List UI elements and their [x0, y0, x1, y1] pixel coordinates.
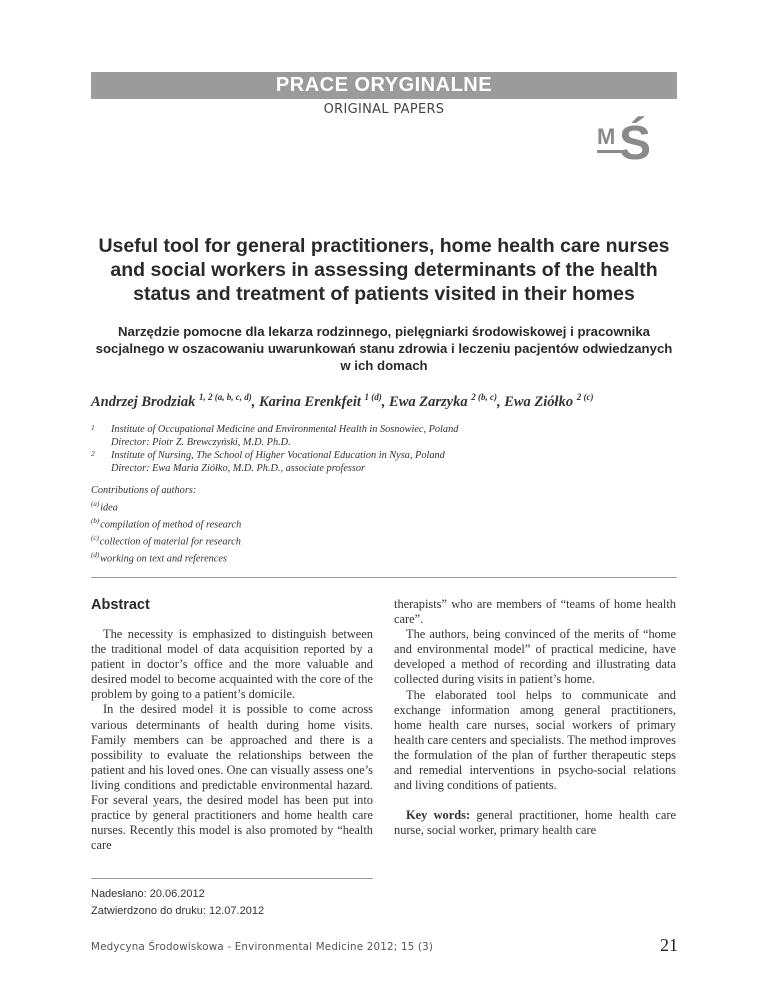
author-affiliation-marks: 1 (d): [364, 392, 382, 402]
keywords: [394, 808, 676, 838]
affiliation-institution: Institute of Nursing, The School of Higher Vocational Education in Nysa, Poland: [111, 450, 445, 461]
submission-dates: [91, 886, 264, 920]
author-name: Ewa Zarzyka: [389, 393, 468, 410]
section-title-en: ORIGINAL PAPERS: [323, 102, 445, 117]
abstract-column-right: [394, 597, 676, 838]
footnote-divider: [91, 878, 373, 879]
author-name: Andrzej Brodziak: [91, 393, 196, 410]
article-title-polish: Narzędzie pomocne dla lekarza rodzinnego, pielęgniarki środowiskowej i pracownika socjalnego w oszacowaniu uwarunkowań stanu zdrowia i leczeniu pacjentów odwiedzanych w ich domach: [95, 324, 673, 373]
author-separator: ,: [381, 393, 390, 410]
affiliation-institution: Institute of Occupational Medicine and Environmental Health in Sosnowiec, Poland: [111, 424, 459, 435]
author-contributions: [91, 485, 241, 566]
journal-citation: Medycyna Środowiskowa - Environmental Medicine 2012; 15 (3): [91, 941, 434, 953]
contribution-item: [91, 498, 241, 515]
logo-underline: [597, 150, 621, 153]
journal-logo: [597, 118, 667, 178]
affiliation-item: [91, 423, 651, 449]
author-name: Ewa Ziółko: [504, 393, 574, 410]
contribution-item: [91, 549, 241, 566]
section-banner: [91, 72, 677, 99]
keywords-text: general practitioner, home health care nurse, social worker, primary health care: [394, 808, 676, 838]
contribution-key: (d): [91, 550, 100, 559]
page-number: 21: [660, 935, 678, 955]
abstract-column-left: [91, 627, 373, 853]
abstract-paragraph: In the desired model it is possible to come across various determinants of health during home visits. Family members can be approached and there is a possibility to evaluate the relationships between the patient and his loved ones. One can visually assess one’s living conditions and predictable environmental hazard. For several years, the desired model has been put into practice by general practitioners and home health care nurses. Recently this model is also promoted by “health care: [91, 702, 373, 853]
author-list: [91, 392, 691, 411]
received-date: Nadesłano: 20.06.2012: [91, 888, 205, 900]
author-separator: ,: [496, 393, 505, 410]
contribution-key: (c): [91, 533, 99, 542]
contribution-key: (b): [91, 516, 100, 525]
affiliation-item: [91, 449, 651, 475]
section-divider: [91, 577, 677, 578]
abstract-paragraph: therapists” who are members of “teams of home health care”.: [394, 597, 676, 627]
abstract-heading: Abstract: [91, 597, 150, 613]
abstract-paragraph: The necessity is emphasized to distinguish between the traditional model of data acquisition reported by a patient in doctor’s office and the more valuable and desired model to become acquainted with the core of the problem by going to a patient’s domicile.: [91, 627, 373, 702]
contribution-key: (a): [91, 499, 100, 508]
author-affiliation-marks: 2 (b, c): [471, 392, 497, 402]
accepted-date: Zatwierdzono do druku: 12.07.2012: [91, 905, 265, 917]
contribution-text: collection of material for research: [99, 536, 241, 548]
affiliations: [91, 423, 651, 475]
affiliation-number: 1: [91, 423, 95, 432]
contribution-text: compilation of method of research: [100, 519, 242, 531]
author-separator: ,: [251, 393, 259, 410]
author-affiliation-marks: 2 (c): [576, 392, 594, 402]
affiliation-director: Director: Piotr Z. Brewczyński, M.D. Ph.D.: [111, 437, 291, 448]
contribution-item: [91, 532, 241, 549]
abstract-paragraph: The elaborated tool helps to communicate and exchange information among general practitioners, home health care nurses, social workers of primary health care centers and specialists. The method improves the formulation of the plan of further therapeutic steps and remedial interventions in psycho-social relations and living conditions of patients.: [394, 687, 676, 793]
contribution-text: working on text and references: [100, 553, 227, 565]
author-affiliation-marks: 1, 2 (a, b, c, d): [198, 392, 252, 402]
section-title-pl: PRACE ORYGINALNE: [275, 74, 493, 96]
affiliation-director: Director: Ewa Maria Ziółko, M.D. Ph.D., associate professor: [111, 463, 366, 474]
affiliation-number: 2: [91, 449, 95, 458]
keywords-label: Key words:: [406, 808, 471, 823]
author-name: Karina Erenkfeit: [258, 393, 361, 410]
contributions-heading: Contributions of authors:: [91, 485, 197, 496]
contribution-item: [91, 515, 241, 532]
contribution-text: idea: [100, 502, 118, 514]
logo-m-letter: M: [597, 124, 616, 149]
logo-s-letter: Ś: [619, 117, 652, 170]
article-title: Useful tool for general practitioners, home health care nurses and social workers in assessing determinants of the health status and treatment of patients visited in their homes: [98, 235, 670, 305]
abstract-paragraph: The authors, being convinced of the merits of “home and environmental model” of practical medicine, have developed a method of recording and illustrating data collected during visits in patient’s home.: [394, 627, 676, 687]
